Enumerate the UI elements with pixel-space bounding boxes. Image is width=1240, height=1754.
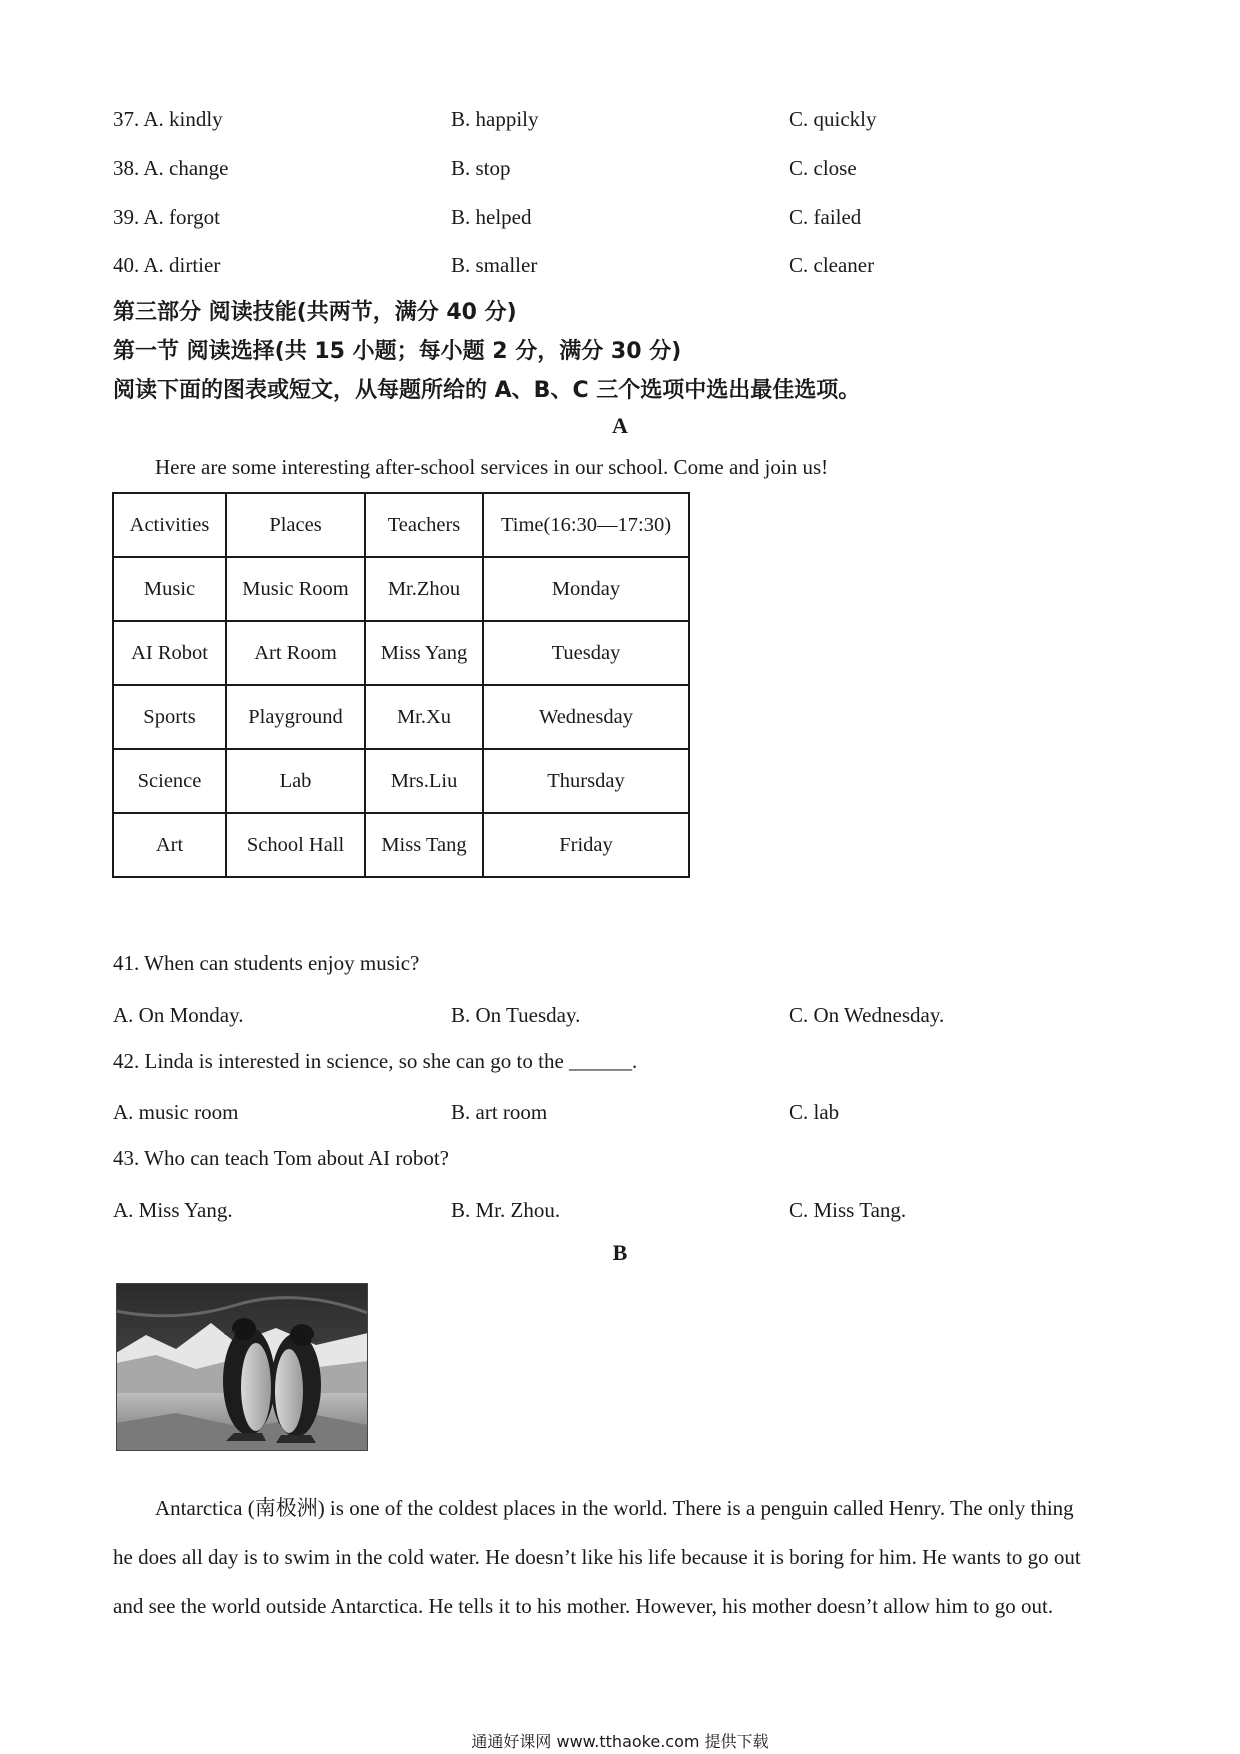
option-c: C. Miss Tang.: [789, 1198, 907, 1222]
option-b: B. happily: [451, 107, 539, 131]
section-heading: 第一节 阅读选择(共 15 小题；每小题 2 分，满分 30 分): [113, 339, 682, 364]
passage-a-intro: Here are some interesting after-school services in our school. Come and join us!: [155, 455, 829, 479]
option-c: C. close: [789, 156, 857, 180]
header-cell: Places: [226, 493, 365, 557]
question-43-options: [113, 1195, 1153, 1225]
footer-text: 通通好课网 www.tthaoke.com 提供下载: [471, 1732, 769, 1751]
table-row: [113, 749, 689, 813]
option-b: B. art room: [451, 1100, 548, 1124]
option-a: A. music room: [113, 1100, 239, 1124]
option-b: B. helped: [451, 205, 532, 229]
table-row: [113, 685, 689, 749]
part-heading: 第三部分 阅读技能(共两节，满分 40 分): [113, 300, 517, 325]
option-row-38: [113, 153, 1153, 183]
option-a: 40. A. dirtier: [113, 253, 221, 277]
option-a: 38. A. change: [113, 156, 229, 180]
option-c: C. failed: [789, 205, 862, 229]
option-b: B. stop: [451, 156, 511, 180]
option-row-40: [113, 250, 1153, 280]
table-cell: Wednesday: [483, 685, 689, 749]
table-cell: Miss Tang: [365, 813, 483, 877]
table-cell: Miss Yang: [365, 621, 483, 685]
passage-b-line: he does all day is to swim in the cold water. He doesn’t like his life because it is boring for him. He wants to go out: [113, 1545, 1081, 1569]
option-a: A. Miss Yang.: [113, 1198, 233, 1222]
table-cell: Art Room: [226, 621, 365, 685]
option-row-37: [113, 104, 1153, 134]
header-cell: Teachers: [365, 493, 483, 557]
option-b: B. Mr. Zhou.: [451, 1198, 561, 1222]
table-cell: School Hall: [226, 813, 365, 877]
passage-b-letter: B: [612, 1240, 628, 1265]
question-43: 43. Who can teach Tom about AI robot?: [113, 1146, 449, 1170]
question-41-options: [113, 1000, 1153, 1030]
instruction-text: 阅读下面的图表或短文，从每题所给的 A、B、C 三个选项中选出最佳选项。: [113, 378, 861, 403]
option-b: B. On Tuesday.: [451, 1003, 581, 1027]
table-cell: Mr.Xu: [365, 685, 483, 749]
table-row: [113, 813, 689, 877]
question-42: 42. Linda is interested in science, so she can go to the ______.: [113, 1049, 638, 1073]
table-cell: Mr.Zhou: [365, 557, 483, 621]
question-41: 41. When can students enjoy music?: [113, 951, 420, 975]
table-row: [113, 557, 689, 621]
passage-b-line: and see the world outside Antarctica. He tells it to his mother. However, his mother doesn’t allow him to go out.: [113, 1594, 1054, 1618]
table-cell: Science: [113, 749, 226, 813]
option-row-39: [113, 202, 1153, 232]
option-b: B. smaller: [451, 253, 538, 277]
option-a: A. On Monday.: [113, 1003, 244, 1027]
option-c: C. quickly: [789, 107, 877, 131]
table-cell: Monday: [483, 557, 689, 621]
table-cell: Playground: [226, 685, 365, 749]
penguins-photo: [116, 1283, 368, 1451]
question-42-options: [113, 1097, 1153, 1127]
passage-b-text: [113, 1484, 1133, 1631]
option-c: C. lab: [789, 1100, 840, 1124]
table-cell: Music Room: [226, 557, 365, 621]
table-cell: Music: [113, 557, 226, 621]
table-cell: Art: [113, 813, 226, 877]
table-cell: Thursday: [483, 749, 689, 813]
table-row: [113, 621, 689, 685]
schedule-table: [112, 492, 690, 878]
table-cell: Sports: [113, 685, 226, 749]
option-c: C. On Wednesday.: [789, 1003, 945, 1027]
header-cell: Activities: [113, 493, 226, 557]
option-a: 37. A. kindly: [113, 107, 223, 131]
table-cell: AI Robot: [113, 621, 226, 685]
table-cell: Lab: [226, 749, 365, 813]
table-cell: Tuesday: [483, 621, 689, 685]
option-a: 39. A. forgot: [113, 205, 220, 229]
table-cell: Mrs.Liu: [365, 749, 483, 813]
option-c: C. cleaner: [789, 253, 875, 277]
table-cell: Friday: [483, 813, 689, 877]
table-header-row: [113, 493, 689, 557]
passage-b-line: Antarctica (南极洲) is one of the coldest places in the world. There is a penguin called Henry. The only thing: [155, 1496, 1074, 1520]
header-cell: Time(16:30—17:30): [483, 493, 689, 557]
passage-a-letter: A: [612, 413, 628, 438]
